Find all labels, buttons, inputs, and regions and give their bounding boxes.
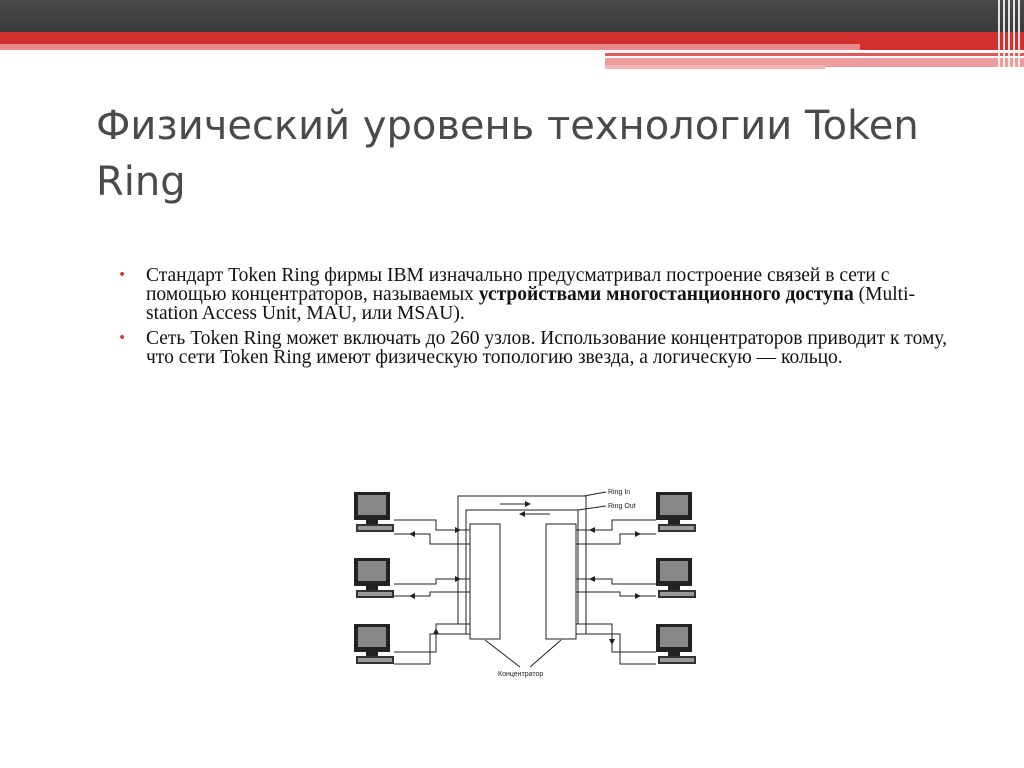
bullet-item: [118, 266, 948, 323]
decorative-stripes: [994, 0, 1024, 70]
hub-right-block: [546, 524, 576, 639]
diagram-svg: [350, 484, 700, 680]
bullet-text: Сеть Token Ring может включать до 260 узлов. Использование концентраторов приводит к тому, что сети Token Ring имеют физическую топологию звезда, а логическую — кольцо.: [146, 328, 947, 368]
bullet-item: [118, 329, 948, 367]
computer-icon: [656, 624, 696, 664]
bullet-text: Стандарт Token Ring фирмы IBM изначально предусматривал построение связей в сети с помощью концентраторов, называемых: [146, 265, 890, 305]
hub-left-block: [470, 524, 500, 639]
bullet-bold-term: устройствами многостанционного доступа: [478, 284, 854, 305]
bullet-dot-icon: •: [118, 267, 127, 283]
bullet-dot-icon: •: [118, 330, 127, 346]
slide-title: Физический уровень технологии Token Ring: [96, 103, 919, 205]
top-dark-band: [0, 0, 1024, 32]
ring-in-line: [458, 496, 586, 634]
computer-icon: [354, 558, 394, 598]
top-pink-stripe: [0, 44, 860, 50]
token-ring-diagram: [350, 484, 700, 680]
top-pink-stripe-3: [605, 65, 825, 69]
computer-icon: [354, 492, 394, 532]
bullet-list: [118, 266, 948, 373]
computer-icon: [656, 492, 696, 532]
ring-out-label: Ring Out: [608, 503, 636, 510]
computer-icon: [656, 558, 696, 598]
top-accent-line: [605, 53, 1024, 56]
ring-out-line: [466, 510, 578, 634]
bullet-text-end: (Multi-station Access Unit, MAU, или MSAU).: [146, 284, 915, 324]
computer-icon: [354, 624, 394, 664]
ring-in-label: Ring In: [608, 489, 631, 496]
hub-label: Концентратор: [498, 671, 544, 678]
